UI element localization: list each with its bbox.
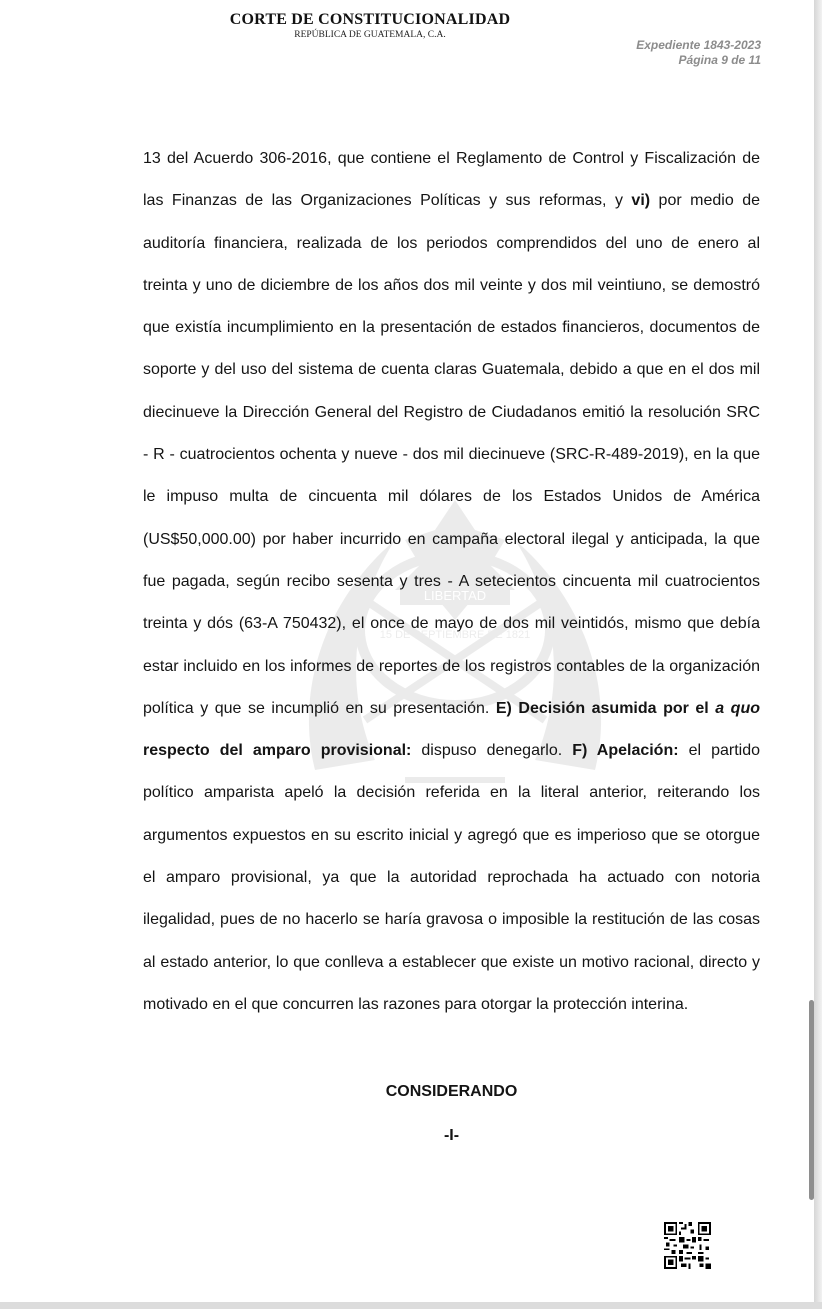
body-paragraph <box>143 138 760 1026</box>
heading-decision-part1: E) Decisión asumida por el <box>495 699 716 717</box>
page-number: Página 9 de 11 <box>678 53 761 67</box>
heading-apelacion: F) Apelación: <box>572 742 679 760</box>
body-bold-vi: vi) <box>631 192 651 210</box>
case-number: Expediente 1843-2023 <box>636 38 761 52</box>
page-edge-shadow <box>814 0 822 1309</box>
watermark-word-libertad: LIBERTAD <box>423 588 487 603</box>
section-heading-considerando: CONSIDERANDO <box>385 1083 518 1100</box>
heading-decision-italic: a quo <box>715 699 760 717</box>
body-text-1: 13 del Acuerdo 306-2016, que contiene el Reglamento de Control y Fiscalización de las Finanzas de las Organizaciones Políticas y sus reformas, y <box>143 150 760 210</box>
page-bottom-edge <box>0 1302 822 1309</box>
republic-subtitle: REPÚBLICA DE GUATEMALA, C.A. <box>294 30 446 40</box>
qr-code-icon[interactable] <box>664 1222 711 1269</box>
body-text-4: el partido político amparista apeló la decisión referida en la literal anterior, reiterando los argumentos expuestos en su escrito inicial y agregó que es imperioso que se otorgue el amparo provisional, ya que la autoridad reprochada ha actuado con notoria ilegalidad, pues de no hacerlo se haría gravosa o imposible la restitución de las cosas al estado anterior, lo que conlleva a establecer que existe un motivo racional, directo y motivado en el que concurren las razones para otorgar la protección interina. <box>143 742 760 1013</box>
court-name: CORTE DE CONSTITUCIONALIDAD <box>229 11 511 28</box>
body-text-2: por medio de auditoría financiera, realizada de los periodos comprendidos del uno de enero al treinta y uno de diciembre de los años dos mil veinte y dos mil veintiuno, se demostró que existía incumplimiento en la presentación de estados financieros, documentos de soporte y del uso del sistema de cuenta claras Guatemala, debido a que en el dos mil diecinueve la Dirección General del Registro de Ciudadanos emitió la resolución SRC - R - cuatrocientos ochenta y nueve - dos mil diecinueve (SRC-R-489-2019), en la que le impuso multa de cincuenta mil dólares de los Estados Unidos de América (US$50,000.00) por haber incurrido en campaña electoral ilegal y anticipada, la que fue pagada, según recibo sesenta y tres - A setecientos cincuenta mil cuatrocientos treinta y dós (63-A 750432), el once de mayo de dos mil veintidós, mismo que debía estar incluido en los informes de reportes de los registros contables de la organización política y que se incumplió en su presentación. <box>143 192 760 717</box>
watermark-date: 15 DE SEPTIEMBRE DE 1821 <box>379 629 531 641</box>
body-text-3: dispuso denegarlo. <box>411 742 573 760</box>
heading-decision-part2: respecto del amparo provisional: <box>143 742 412 760</box>
section-number: -I- <box>443 1127 460 1144</box>
